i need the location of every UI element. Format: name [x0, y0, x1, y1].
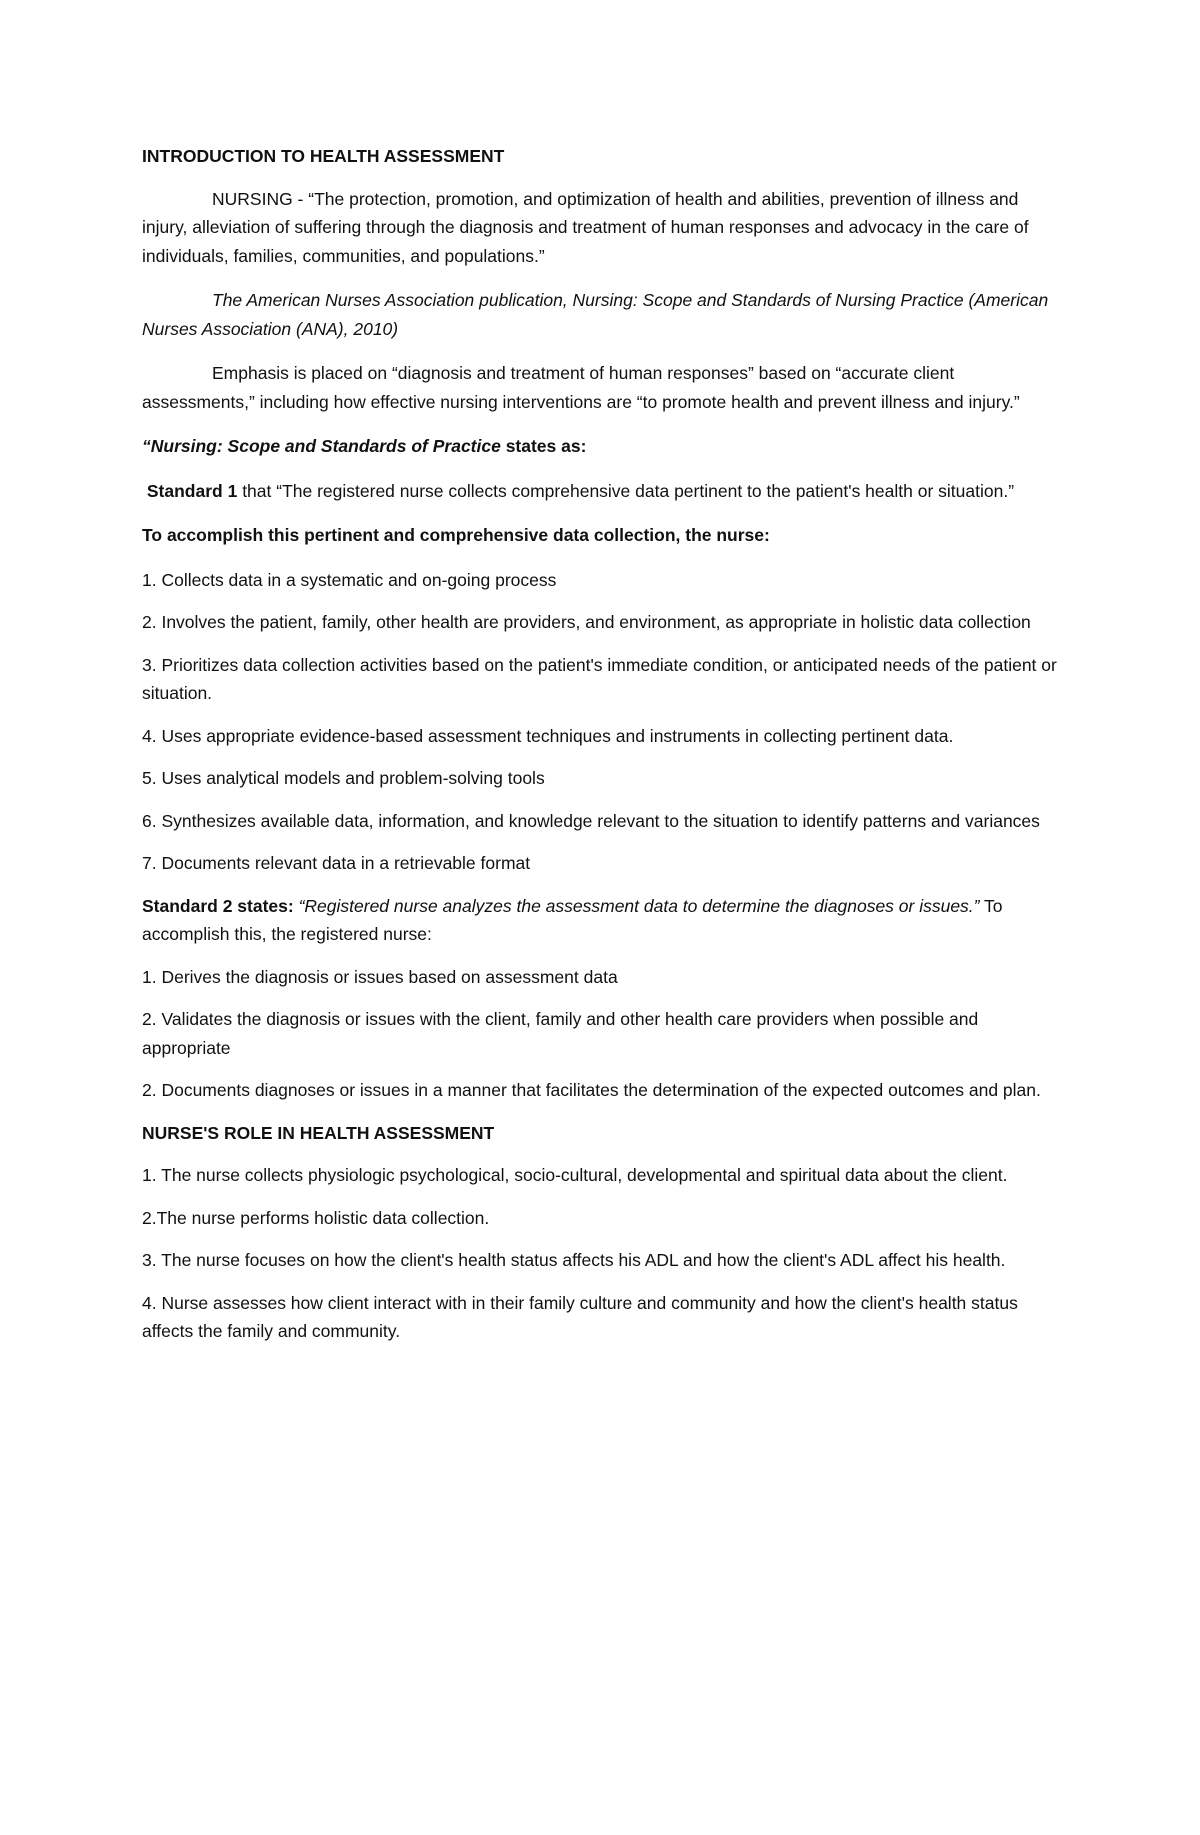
standard-1-item: 1. Collects data in a systematic and on-going process — [142, 569, 557, 590]
role-item: 2.The nurse performs holistic data collection. — [142, 1207, 490, 1228]
standard-2-item: 2. Validates the diagnosis or issues with the client, family and other health care providers when possible and appropriate — [142, 1009, 979, 1058]
scope-title: “Nursing: Scope and Standards of Practice — [142, 436, 501, 456]
standard-1-item: 4. Uses appropriate evidence-based assessment techniques and instruments in collecting pertinent data. — [142, 725, 954, 746]
document-page — [142, 142, 1062, 1360]
scope-statement — [142, 432, 1062, 461]
standard-2-paragraph — [142, 892, 1062, 949]
standard-2-item: 1. Derives the diagnosis or issues based on assessment data — [142, 966, 618, 987]
standard-1-item: 2. Involves the patient, family, other health are providers, and environment, as appropriate in holistic data collection — [142, 612, 1031, 632]
section-heading-intro: INTRODUCTION TO HEALTH ASSESSMENT — [142, 146, 505, 166]
standard-1-item: 7. Documents relevant data in a retrievable format — [142, 853, 531, 873]
standard-1-item: 6. Synthesizes available data, information, and knowledge relevant to the situation to identify patterns and variances — [142, 810, 1040, 831]
scope-suffix: states as: — [500, 436, 587, 456]
standard-1-item: 3. Prioritizes data collection activities based on the patient's immediate condition, or anticipated needs of the patient or situation. — [142, 654, 1057, 703]
standard-2-label: Standard 2 states: — [142, 895, 294, 916]
standard-1-paragraph — [142, 477, 1062, 506]
role-item: 4. Nurse assesses how client interact with in their family culture and community and how the client's health status affects the family and community. — [142, 1292, 1018, 1341]
ana-citation: The American Nurses Association publication, Nursing: Scope and Standards of Nursing Practice (American Nurses Association (ANA), 2010) — [142, 290, 1049, 339]
emphasis-paragraph: Emphasis is placed on “diagnosis and treatment of human responses” based on “accurate client assessments,” including how effective nursing interventions are “to promote health and prevent illness and injury.” — [142, 363, 1020, 412]
standard-1-text: that “The registered nurse collects comprehensive data pertinent to the patient's health or situation.” — [237, 480, 1015, 501]
standard-1-label: Standard 1 — [146, 480, 238, 501]
nursing-definition: NURSING - “The protection, promotion, and optimization of health and abilities, prevention of illness and injury, alleviation of suffering through the diagnosis and treatment of human responses and advocacy in the care of individuals, families, communities, and populations.” — [142, 188, 1029, 266]
section-heading-role: NURSE'S ROLE IN HEALTH ASSESSMENT — [142, 1122, 495, 1143]
standard-2-tail: To accomplish this, the registered nurse: — [142, 895, 1003, 944]
role-item: 1. The nurse collects physiologic psychological, socio-cultural, developmental and spiritual data about the client. — [142, 1165, 1008, 1185]
role-item: 3. The nurse focuses on how the client's health status affects his ADL and how the client's ADL affect his health. — [142, 1250, 1006, 1270]
accomplish-heading: To accomplish this pertinent and comprehensive data collection, the nurse: — [142, 525, 770, 545]
standard-2-item: 2. Documents diagnoses or issues in a manner that facilitates the determination of the expected outcomes and plan. — [142, 1080, 1041, 1100]
standard-1-item: 5. Uses analytical models and problem-solving tools — [142, 768, 545, 788]
standard-2-quote: “Registered nurse analyzes the assessment data to determine the diagnoses or issues.” — [293, 895, 980, 916]
